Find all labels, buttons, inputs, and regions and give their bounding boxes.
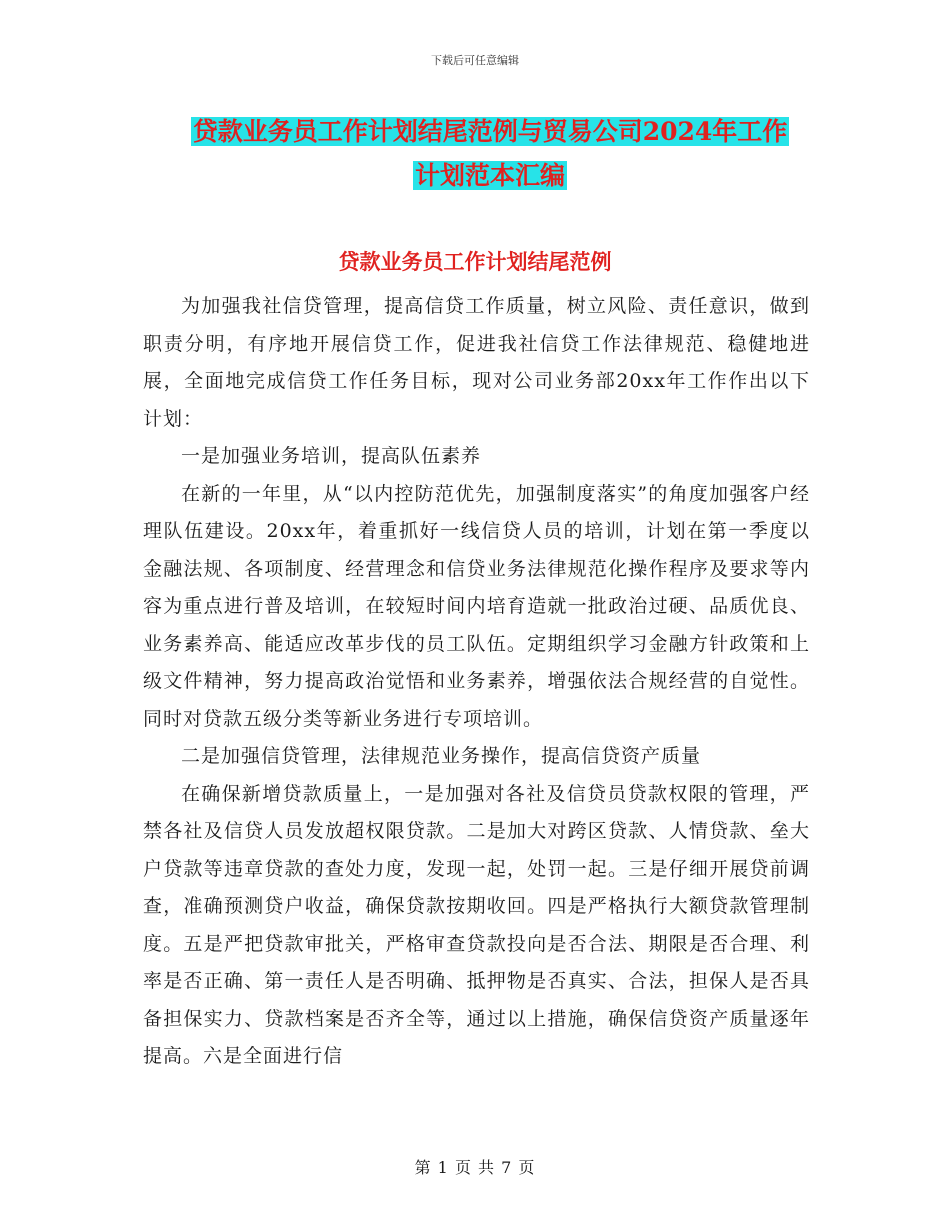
paragraph-heading-2: 二是加强信贷管理，法律规范业务操作，提高信贷资产质量: [181, 745, 702, 767]
document-title-line-1: 贷款业务员工作计划结尾范例与贸易公司2024年工作: [192, 117, 788, 146]
paragraph-intro: 为加强我社信贷管理，提高信贷工作质量，树立风险、责任意识，做到职责分明，有序地开展信贷工作，促进我社信贷工作法律规范、稳健地进展，全面地完成信贷工作任务目标，现对公司业务部20xx年工作作出以下计划：: [143, 295, 810, 430]
document-body: [143, 288, 810, 1076]
section-title: 贷款业务员工作计划结尾范例: [338, 249, 612, 274]
paragraph-training: 在新的一年里，从“以内控防范优先，加强制度落实”的角度加强客户经理队伍建设。20xx年，着重抓好一线信贷人员的培训，计划在第一季度以金融法规、各项制度、经营理念和信贷业务法律规范化操作程序及要求等内容为重点进行普及培训，在较短时间内培育造就一批政治过硬、品质优良、业务素养高、能适应改革步伐的员工队伍。定期组织学习金融方针政策和上级文件精神，努力提高政治觉悟和业务素养，增强依法合规经营的自觉性。同时对贷款五级分类等新业务进行专项培训。: [143, 482, 810, 730]
document-title: [140, 110, 840, 198]
document-title-line-2: 计划范本汇编: [414, 161, 565, 190]
header-note: 下载后可任意编辑: [431, 54, 519, 67]
paragraph-heading-1: 一是加强业务培训，提高队伍素养: [181, 445, 482, 467]
paragraph-credit-management: 在确保新增贷款质量上，一是加强对各社及信贷员贷款权限的管理，严禁各社及信贷人员发放超权限贷款。二是加大对跨区贷款、人情贷款、垒大户贷款等违章贷款的查处力度，发现一起，处罚一起。三是仔细开展贷前调查，准确预测贷户收益，确保贷款按期收回。四是严格执行大额贷款管理制度。五是严把贷款审批关，严格审查贷款投向是否合法、期限是否合理、利率是否正确、第一责任人是否明确、抵押物是否真实、合法，担保人是否具备担保实力、贷款档案是否齐全等，通过以上措施，确保信贷资产质量逐年提高。六是全面进行信: [143, 782, 810, 1067]
page-number: 第 1 页 共 7 页: [414, 1158, 536, 1177]
